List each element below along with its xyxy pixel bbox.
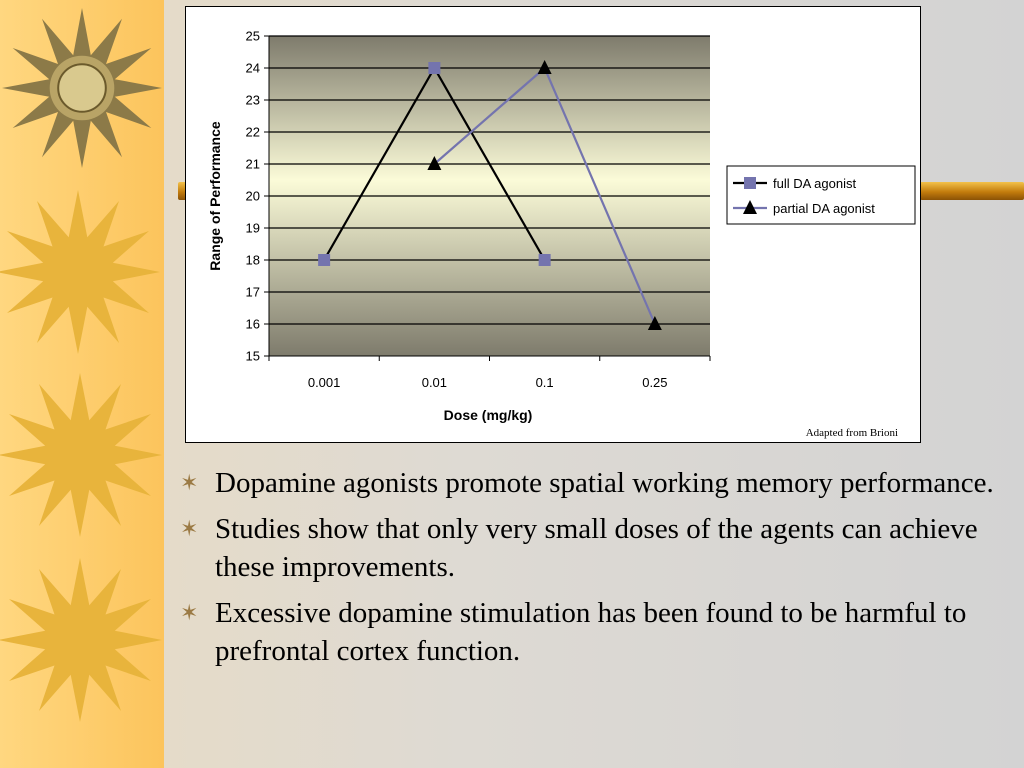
six-point-star-icon: ✶ xyxy=(180,470,199,495)
x-axis-label: Dose (mg/kg) xyxy=(443,407,533,423)
decor-rod-right xyxy=(920,182,1024,200)
y-tick-label: 21 xyxy=(245,156,260,172)
x-tick-label: 0.25 xyxy=(642,375,668,390)
legend-label-2: partial DA agonist xyxy=(773,201,875,216)
bullet-text: Excessive dopamine stimulation has been found to be harmful to prefrontal cortex function. xyxy=(215,597,967,667)
source-caption: Adapted from Brioni xyxy=(805,427,898,439)
y-tick-label: 18 xyxy=(245,252,260,268)
six-point-star-icon: ✶ xyxy=(180,600,199,625)
data-point-series-1 xyxy=(539,254,551,266)
bullet-text: Studies show that only very small doses of the agents can achieve these improvements. xyxy=(215,513,978,583)
legend-label-1: full DA agonist xyxy=(773,176,857,191)
y-tick-label: 22 xyxy=(245,124,260,140)
y-tick-label: 24 xyxy=(245,60,260,76)
sun-face-icon xyxy=(2,8,162,168)
data-point-series-1 xyxy=(318,254,330,266)
bullet-item xyxy=(180,510,1010,586)
y-tick-label: 17 xyxy=(245,284,260,300)
sun-icon xyxy=(0,190,160,354)
bullet-text: Dopamine agonists promote spatial working memory performance. xyxy=(215,467,994,499)
y-tick-label: 15 xyxy=(245,348,260,364)
line-chart xyxy=(186,7,922,444)
x-tick-label: 0.001 xyxy=(307,375,341,390)
six-point-star-icon: ✶ xyxy=(180,516,199,541)
y-tick-label: 16 xyxy=(245,316,260,332)
bullet-list xyxy=(180,464,1010,678)
sun-decorations xyxy=(0,0,164,768)
x-tick-label: 0.01 xyxy=(421,375,448,390)
y-tick-label: 19 xyxy=(245,220,260,236)
sun-icon xyxy=(0,373,162,537)
bullet-item xyxy=(180,464,1010,502)
chart-panel xyxy=(185,6,921,443)
left-decor-strip xyxy=(0,0,164,768)
y-tick-label: 23 xyxy=(245,92,260,108)
sun-icon xyxy=(0,558,162,722)
bullet-item xyxy=(180,594,1010,670)
legend-marker-1 xyxy=(744,177,756,189)
y-axis-label: Range of Performance xyxy=(207,121,223,271)
data-point-series-1 xyxy=(428,62,440,74)
x-tick-label: 0.1 xyxy=(535,375,554,390)
y-tick-label: 20 xyxy=(245,188,260,204)
y-tick-label: 25 xyxy=(245,28,260,44)
